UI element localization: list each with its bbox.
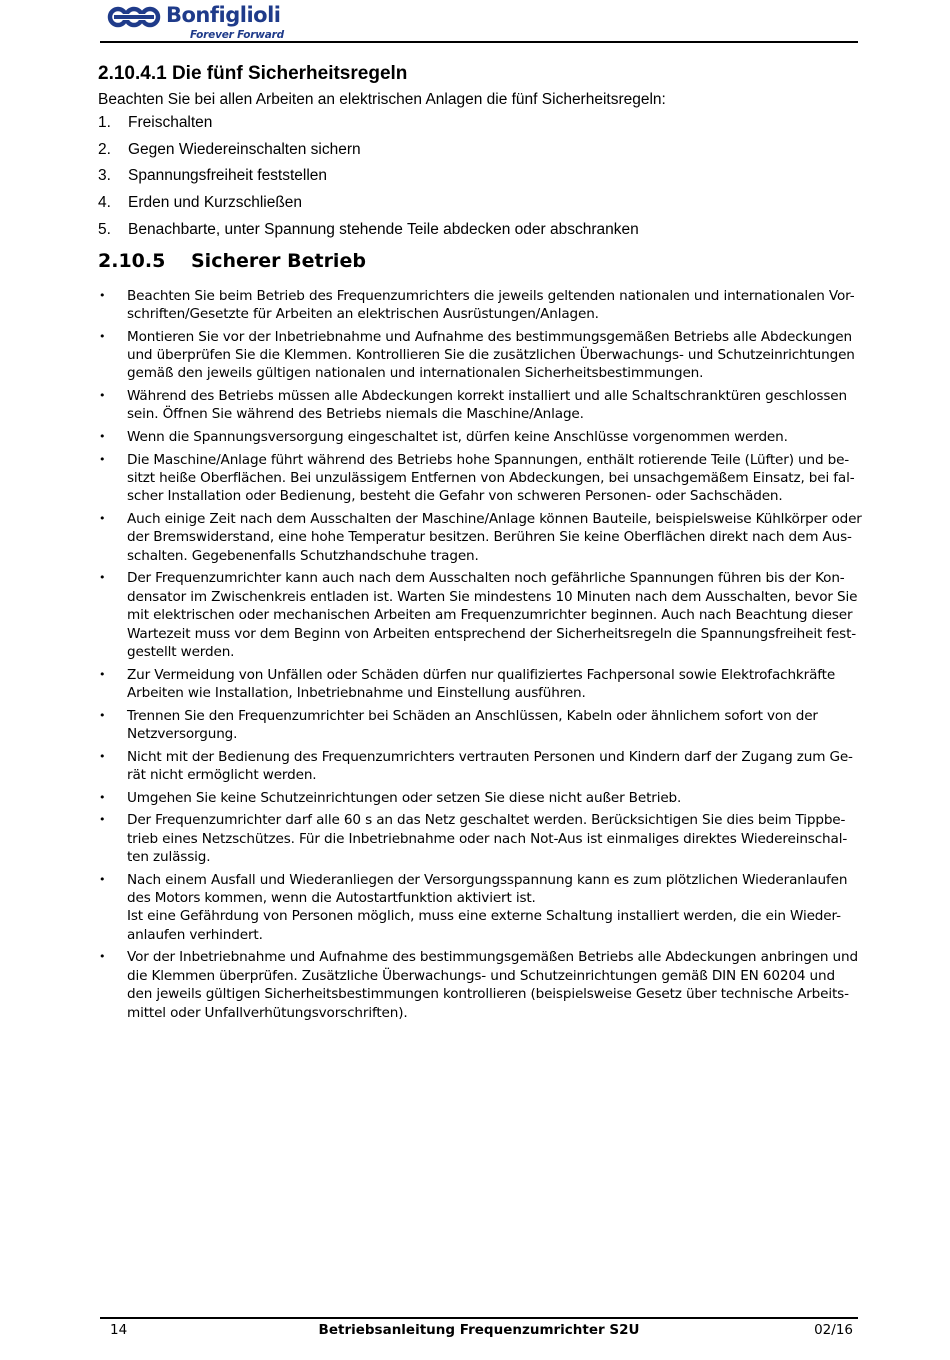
bullet-text-line: Die Maschine/Anlage führt während des Betriebs hohe Spannungen, enthält rotierende Teile (Lüfter) und be- [127, 451, 850, 468]
safety-bullet-item [98, 871, 854, 945]
safety-bullet-item [98, 387, 854, 424]
safety-rule-item [98, 110, 858, 137]
document-date: 02/16 [814, 1322, 853, 1338]
bullet-dot-icon: • [99, 813, 106, 827]
safety-bullet-item [98, 811, 854, 866]
safety-bullet-item [98, 510, 862, 565]
safety-rule-number: 1. [98, 114, 111, 131]
document-title: Betriebsanleitung Frequenzumrichter S2U [318, 1322, 640, 1338]
bullet-text-line: Netzversorgung. [127, 725, 238, 742]
bullet-text-line: sein. Öffnen Sie während des Betriebs niemals die Maschine/Anlage. [127, 406, 584, 423]
bullet-text-line: mit elektrischen oder mechanischen Arbeiten am Frequenzumrichter beginnen. Auch nach Beachtung dieser [127, 607, 853, 624]
logo-tagline: Forever Forward [190, 29, 284, 41]
bullet-text-line: Nicht mit der Bedienung des Frequenzumrichters vertrauten Personen und Kindern darf der Zugang zum Ge- [127, 748, 853, 765]
bullet-dot-icon: • [99, 571, 106, 585]
bullet-text-line: Der Frequenzumrichter kann auch nach dem Ausschalten noch gefährliche Spannungen führen bis der Kon- [127, 570, 845, 587]
safety-rule-number: 4. [98, 194, 111, 212]
bullet-dot-icon: • [99, 388, 106, 402]
section-intro: Beachten Sie bei allen Arbeiten an elektrischen Anlagen die fünf Sicherheitsregeln: [98, 91, 666, 108]
bullet-dot-icon: • [99, 950, 106, 964]
bullet-text-line: Umgehen Sie keine Schutzeinrichtungen oder setzen Sie diese nicht außer Betrieb. [127, 789, 682, 806]
bullet-text-line: rät nicht ermöglicht werden. [127, 766, 317, 783]
bullet-dot-icon: • [99, 749, 106, 763]
bullet-text-line: Wenn die Spannungsversorgung eingeschaltet ist, dürfen keine Anschlüsse vorgenommen werden. [127, 428, 788, 445]
page-footer [100, 1322, 858, 1340]
safety-rule-number: 3. [98, 167, 111, 185]
safety-rule-text: Benachbarte, unter Spannung stehende Teile abdecken oder abschranken [128, 220, 639, 238]
bullet-text-line: Wartezeit muss vor dem Beginn von Arbeiten entsprechend der Sicherheitsregeln die Spannungsfreiheit fest- [127, 625, 857, 642]
safety-rule-item [98, 163, 858, 190]
section-heading-sicherheitsregeln: 2.10.4.1 Die fünf Sicherheitsregeln [98, 63, 408, 84]
safety-bullet-item [98, 287, 854, 324]
bullet-dot-icon: • [99, 790, 106, 804]
safety-bullet-list [98, 287, 862, 1022]
bullet-text-line: Ist eine Gefährdung von Personen möglich, muss eine externe Schaltung installiert werden, die ein Wieder- [127, 908, 841, 925]
safety-rule-number: 5. [98, 220, 111, 238]
bullet-text-line: scher Installation oder Bedienung, besteht die Gefahr von schweren Personen- oder Sachschäden. [127, 488, 783, 505]
bullet-dot-icon: • [99, 329, 106, 343]
safety-bullet-item [98, 328, 854, 383]
safety-rule-item [98, 190, 858, 217]
bullet-text-line: gemäß den jeweils gültigen nationalen und internationalen Sicherheitsbestimmungen. [127, 365, 704, 382]
bullet-text-line: den jeweils gültigen Sicherheitsbestimmungen kontrollieren (beispielsweise Gesetz über technische Arbeits- [127, 986, 849, 1003]
safety-rule-text: Spannungsfreiheit feststellen [128, 167, 328, 185]
safety-rule-text: Erden und Kurzschließen [128, 194, 303, 212]
bullet-text-line: schriften/Gesetzte für Arbeiten an elektrischen Ausrüstungen/Anlagen. [127, 305, 599, 322]
bullet-text-line: die Klemmen überprüfen. Zusätzliche Überwachungs- und Schutzeinrichtungen gemäß DIN EN 60204 und [127, 967, 835, 984]
safety-rule-number: 2. [98, 140, 111, 158]
page-header [100, 0, 858, 44]
bullet-text-line: der Bremswiderstand, eine hohe Temperatur besitzen. Berühren Sie keine Oberflächen direkt nach dem Aus- [127, 529, 852, 546]
bullet-text-line: Der Frequenzumrichter darf alle 60 s an das Netz geschaltet werden. Berücksichtigen Sie dies beim Tippbe- [127, 812, 846, 829]
bullet-dot-icon: • [99, 708, 106, 722]
bullet-text-line: gestellt werden. [127, 643, 235, 660]
safety-rule-item [98, 137, 858, 164]
bullet-text-line: ten zulässig. [127, 848, 211, 865]
header-divider [100, 41, 858, 43]
bullet-dot-icon: • [99, 452, 106, 466]
bullet-text-line: mittel oder Unfallverhütungsvorschriften). [127, 1004, 408, 1021]
safety-rule-text: Gegen Wiedereinschalten sichern [128, 140, 361, 158]
logo-name: Bonfiglioli [166, 3, 281, 27]
bullet-text-line: und überprüfen Sie die Klemmen. Kontrollieren Sie die zusätzlichen Überwachungs- und Schutzeinrichtungen [127, 346, 855, 363]
safety-rule-item [98, 217, 858, 244]
bullet-text-line: Arbeiten wie Installation, Inbetriebnahme und Einstellung ausführen. [127, 684, 586, 701]
bullet-text-line: Zur Vermeidung von Unfällen oder Schäden dürfen nur qualifiziertes Fachpersonal sowie Elektrofachkräfte [127, 666, 836, 683]
safety-bullet-item [98, 948, 858, 1022]
safety-bullet-item [98, 569, 858, 661]
bullet-text-line: Montieren Sie vor der Inbetriebnahme und Aufnahme des bestimmungsgemäßen Betriebs alle Abdeckungen [127, 328, 852, 345]
bullet-text-line: schalten. Gegebenenfalls Schutzhandschuhe tragen. [127, 547, 479, 564]
bonfiglioli-logo-icon [106, 5, 162, 29]
bullet-dot-icon: • [99, 667, 106, 681]
page-number: 14 [110, 1322, 128, 1338]
bullet-text-line: anlaufen verhindert. [127, 926, 263, 943]
section-title: Sicherer Betrieb [191, 249, 366, 272]
bullet-text-line: sitzt heiße Oberflächen. Bei unzulässigem Entfernen von Abdeckungen, bei unsachgemäßem Einsatz, bei fal- [127, 469, 855, 486]
section-heading-sicherer-betrieb [98, 248, 858, 274]
bullet-text-line: Vor der Inbetriebnahme und Aufnahme des bestimmungsgemäßen Betriebs alle Abdeckungen anbringen und [127, 949, 858, 966]
bullet-text-line: Trennen Sie den Frequenzumrichter bei Schäden an Anschlüssen, Kabeln oder ähnlichem sofort von der [127, 707, 818, 724]
bullet-text-line: des Motors kommen, wenn die Autostartfunktion aktiviert ist. [127, 889, 536, 906]
bullet-dot-icon: • [99, 288, 106, 302]
bullet-text-line: Auch einige Zeit nach dem Ausschalten der Maschine/Anlage können Bauteile, beispielsweise Kühlkörper oder [127, 510, 862, 527]
safety-rules-list [98, 110, 858, 244]
safety-bullet-item [98, 789, 854, 807]
bullet-text-line: densator im Zwischenkreis entladen ist. Warten Sie mindestens 10 Minuten nach dem Ausschalten, bevor Sie [127, 588, 858, 605]
safety-rule-text: Freischalten [128, 114, 213, 131]
safety-bullet-item [98, 748, 854, 785]
safety-bullet-item [98, 451, 854, 506]
safety-bullet-item [98, 428, 854, 446]
bullet-text-line: Beachten Sie beim Betrieb des Frequenzumrichters die jeweils geltenden nationalen und internationalen Vor- [127, 287, 855, 304]
bonfiglioli-logo [106, 3, 296, 41]
bullet-dot-icon: • [99, 429, 106, 443]
section-number: 2.10.5 [98, 249, 166, 272]
bullet-dot-icon: • [99, 872, 106, 886]
footer-divider [100, 1317, 858, 1319]
safety-bullet-item [98, 707, 854, 744]
safety-bullet-item [98, 666, 854, 703]
bullet-text-line: Nach einem Ausfall und Wiederanliegen der Versorgungsspannung kann es zum plötzlichen Wiederanlaufen [127, 871, 848, 888]
bullet-dot-icon: • [99, 511, 106, 525]
bullet-text-line: Während des Betriebs müssen alle Abdeckungen korrekt installiert und alle Schaltschranktüren geschlossen [127, 387, 847, 404]
bullet-text-line: trieb eines Netzschützes. Für die Inbetriebnahme oder nach Not-Aus ist einmaliges direktes Wiedereinschal- [127, 830, 848, 847]
page-content [98, 62, 862, 1026]
